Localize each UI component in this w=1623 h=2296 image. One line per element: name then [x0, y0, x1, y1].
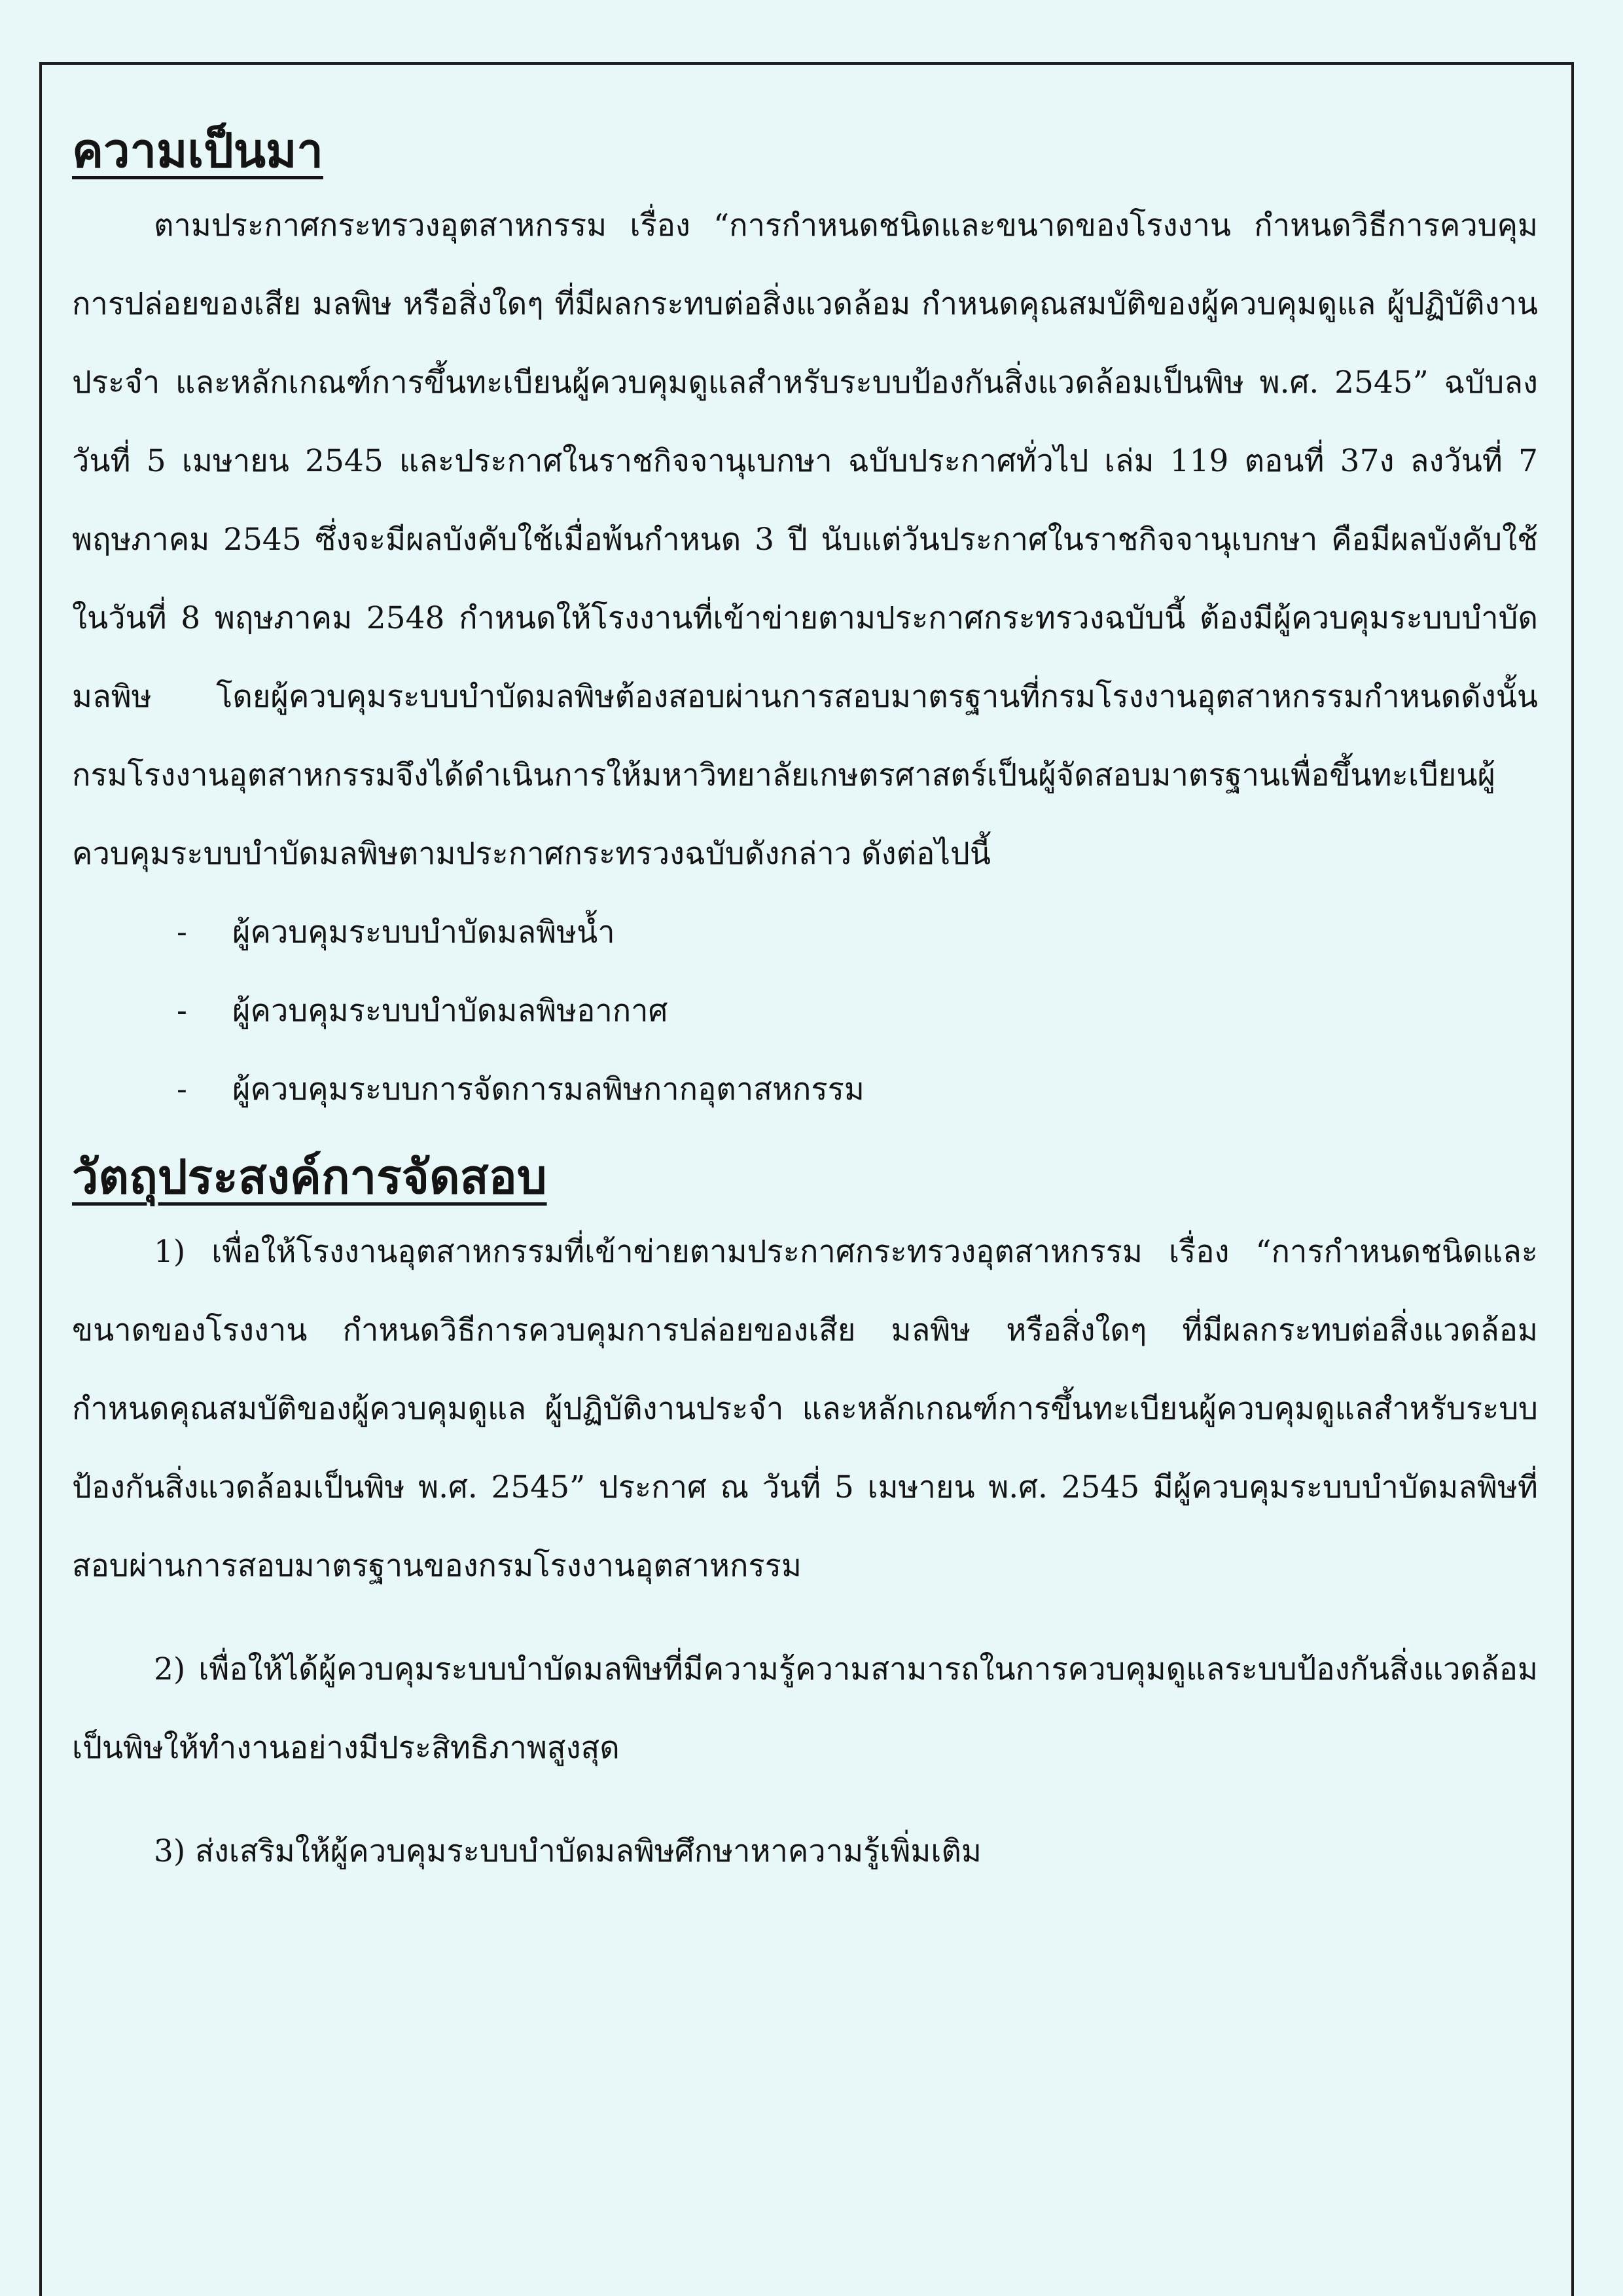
pollution-controller-list: [72, 893, 1538, 1129]
section-title-objectives: วัตถุประสงค์การจัดสอบ: [72, 1149, 547, 1204]
document-content: [72, 115, 1538, 1891]
list-item-text: ผู้ควบคุมระบบการจัดการมลพิษกากอุตาสหกรรม: [232, 1071, 865, 1107]
list-item: [72, 1050, 1538, 1129]
list-bullet: -: [177, 1071, 187, 1107]
list-item: [72, 893, 1538, 972]
objective-paragraph-1: [72, 1213, 1538, 1605]
list-bullet: -: [177, 993, 187, 1029]
list-item-text: ผู้ควบคุมระบบบำบัดมลพิษอากาศ: [232, 993, 668, 1029]
list-bullet: -: [177, 914, 187, 950]
objective-paragraph-3: [72, 1812, 1538, 1891]
objective-text-3: 3) ส่งเสริมให้ผู้ควบคุมระบบบำบัดมลพิษศึกษาหาความรู้เพิ่มเติม: [154, 1833, 982, 1869]
background-paragraph-text: ตามประกาศกระทรวงอุตสาหกรรม เรื่อง “การกำหนดชนิดและขนาดของโรงงาน กำหนดวิธีการควบคุมการปล่อยของเสีย มลพิษ หรือสิ่งใดๆ ที่มีผลกระทบต่อสิ่งแวดล้อม กำหนดคุณสมบัติของผู้ควบคุมดูแล ผู้ปฏิบัติงานประจำ และหลักเกณฑ์การขึ้นทะเบียนผู้ควบคุมดูแลสำหรับระบบป้องกันสิ่งแวดล้อมเป็นพิษ พ.ศ. 2545” ฉบับลงวันที่ 5 เมษายน 2545 และประกาศในราชกิจจานุเบกษา ฉบับประกาศทั่วไป เล่ม 119 ตอนที่ 37ง ลงวันที่ 7 พฤษภาคม 2545 ซึ่งจะมีผลบังคับใช้เมื่อพ้นกำหนด 3 ปี นับแต่วันประกาศในราชกิจจานุเบกษา คือมีผลบังคับใช้ในวันที่ 8 พฤษภาคม 2548 กำหนดให้โรงงานที่เข้าข่ายตามประกาศกระทรวงฉบับนี้ ต้องมีผู้ควบคุมระบบบำบัดมลพิษ โดยผู้ควบคุมระบบบำบัดมลพิษต้องสอบผ่านการสอบมาตรฐานที่กรมโรงงานอุตสาหกรรมกำหนดดังนั้นกรมโรงงานอุตสาหกรรมจึงได้ดำเนินการให้มหาวิทยาลัยเกษตรศาสตร์เป็นผู้จัดสอบมาตรฐานเพื่อขึ้นทะเบียนผู้ควบคุมระบบบำบัดมลพิษตามประกาศกระทรวงฉบับดังกล่าว ดังต่อไปนี้: [72, 207, 1538, 872]
background-paragraph: [72, 187, 1538, 893]
list-item-text: ผู้ควบคุมระบบบำบัดมลพิษน้ำ: [232, 914, 615, 950]
list-item: [72, 972, 1538, 1050]
objective-text-2: 2) เพื่อให้ได้ผู้ควบคุมระบบบำบัดมลพิษที่มีความรู้ความสามารถในการควบคุมดูแลระบบป้องกันสิ่งแวดล้อมเป็นพิษให้ทำงานอย่างมีประสิทธิภาพสูงสุด: [72, 1651, 1538, 1766]
section-title-background: ความเป็นมา: [72, 122, 323, 178]
objective-text-1: 1) เพื่อให้โรงงานอุตสาหกรรมที่เข้าข่ายตามประกาศกระทรวงอุตสาหกรรม เรื่อง “การกำหนดชนิดและขนาดของโรงงาน กำหนดวิธีการควบคุมการปล่อยของเสีย มลพิษ หรือสิ่งใดๆ ที่มีผลกระทบต่อสิ่งแวดล้อม กำหนดคุณสมบัติของผู้ควบคุมดูแล ผู้ปฏิบัติงานประจำ และหลักเกณฑ์การขึ้นทะเบียนผู้ควบคุมดูแลสำหรับระบบป้องกันสิ่งแวดล้อมเป็นพิษ พ.ศ. 2545” ประกาศ ณ วันที่ 5 เมษายน พ.ศ. 2545 มีผู้ควบคุมระบบบำบัดมลพิษที่สอบผ่านการสอบมาตรฐานของกรมโรงงานอุตสาหกรรม: [72, 1234, 1538, 1584]
objective-paragraph-2: [72, 1630, 1538, 1787]
